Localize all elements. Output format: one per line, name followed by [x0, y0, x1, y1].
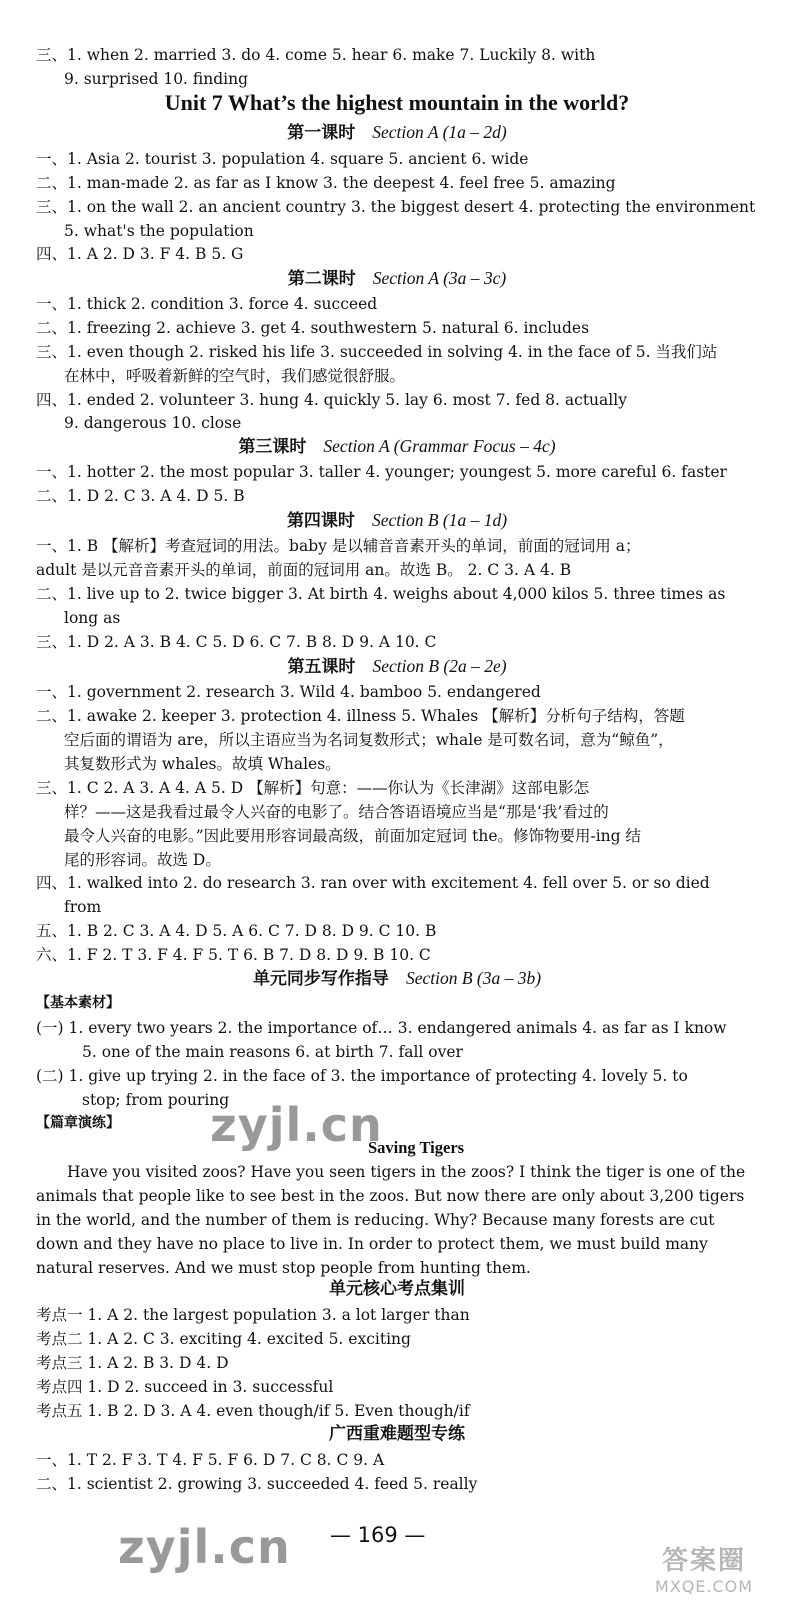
answer-line: 五、1. B 2. C 3. A 4. D 5. A 6. C 7. D 8. D 9. C 10. B	[36, 922, 437, 940]
answer-line: 二、1. man-made 2. as far as I know 3. the deepest 4. feel free 5. amazing	[36, 174, 616, 192]
answer-line: 考点三 1. A 2. B 3. D 4. D	[36, 1354, 229, 1372]
answer-line: 二、1. scientist 2. growing 3. succeeded 4. feed 5. really	[36, 1475, 478, 1493]
section-heading	[36, 508, 758, 533]
answer-line: 二、1. D 2. C 3. A 4. D 5. B	[36, 487, 245, 505]
essay-body: Have you visited zoos? Have you seen tigers in the zoos? I think the tiger is one of the animals that people like to see best in the zoos. But now there are only about 3,200 tigers in the world, and the number of them is reducing. Why? Because many forests are cut down and they have no place to live in. In order to protect them, we must build many natural reserves. And we must stop people from hunting them.	[36, 1163, 746, 1277]
unit-title: Unit 7 What’s the highest mountain in the world?	[164, 90, 630, 115]
section-heading-cn: 第二课时	[287, 269, 356, 289]
answer-line: 三、1. C 2. A 3. A 4. A 5. D 【解析】句意：——你认为《长津湖》这部电影怎	[36, 779, 590, 797]
section-heading-cn: 第三课时	[238, 437, 307, 457]
answer-line: 一、1. hotter 2. the most popular 3. taller 4. younger; youngest 5. more careful 6. faster	[36, 463, 727, 481]
answer-line: 一、1. B 【解析】考查冠词的用法。baby 是以辅音音素开头的单词，前面的冠词用 a；	[36, 537, 641, 555]
answer-line: 二、1. awake 2. keeper 3. protection 4. illness 5. Whales 【解析】分析句子结构，答题	[36, 707, 685, 725]
section-heading-range: Section A (1a – 2d)	[372, 122, 507, 142]
answer-line: (一) 1. every two years 2. the importance of… 3. endangered animals 4. as far as I know	[36, 1019, 727, 1037]
answer-line: 9. surprised 10. finding	[64, 70, 249, 88]
answer-line: from	[64, 898, 102, 916]
page-number: — 169 —	[330, 1523, 426, 1547]
answer-line: 三、1. even though 2. risked his life 3. succeeded in solving 4. in the face of 5. 当我们站	[36, 343, 718, 361]
answer-line: 一、1. T 2. F 3. T 4. F 5. F 6. D 7. C 8. C 9. A	[36, 1451, 385, 1469]
answer-line: 5. one of the main reasons 6. at birth 7. fall over	[82, 1043, 463, 1061]
answer-line: 三、1. when 2. married 3. do 4. come 5. hear 6. make 7. Luckily 8. with	[36, 46, 596, 64]
material-tag: 【篇章演练】	[36, 1115, 120, 1131]
answer-line: 其复数形式为 whales。故填 Whales。	[64, 755, 341, 773]
watermark-corner-en: MXQE.COM	[654, 1577, 754, 1596]
section-heading-cn: 第四课时	[286, 511, 355, 531]
essay-title: Saving Tigers	[367, 1138, 465, 1157]
section-heading	[36, 434, 758, 459]
answer-line: 一、1. thick 2. condition 3. force 4. succeed	[36, 295, 378, 313]
section-heading-cn: 广西重难题型专练	[329, 1424, 465, 1444]
section-heading-cn: 第五课时	[287, 657, 356, 677]
section-heading	[36, 266, 758, 291]
watermark-site: zyjl.cn	[210, 1098, 383, 1152]
answer-line: 六、1. F 2. T 3. F 4. F 5. T 6. B 7. D 8. D 9. B 10. C	[36, 946, 431, 964]
answer-line: (二) 1. give up trying 2. in the face of 3. the importance of protecting 4. lovely 5. to	[36, 1067, 688, 1085]
answer-line: 考点二 1. A 2. C 3. exciting 4. excited 5. exciting	[36, 1330, 411, 1348]
answer-line: 5. what's the population	[64, 222, 254, 240]
answer-line: 二、1. freezing 2. achieve 3. get 4. southwestern 5. natural 6. includes	[36, 319, 590, 337]
answer-line: long as	[64, 609, 121, 627]
section-heading	[36, 654, 758, 679]
section-heading-cn: 单元核心考点集训	[329, 1279, 465, 1299]
section-heading-cn: 第一课时	[287, 123, 356, 143]
answer-line: 空后面的谓语为 are，所以主语应当为名词复数形式；whale 是可数名词，意为“鲸鱼”，	[64, 731, 674, 749]
answer-line: 三、1. on the wall 2. an ancient country 3. the biggest desert 4. protecting the environment	[36, 198, 756, 216]
answer-line: 二、1. live up to 2. twice bigger 3. At birth 4. weighs about 4,000 kilos 5. three times as	[36, 585, 726, 603]
answer-line: 四、1. A 2. D 3. F 4. B 5. G	[36, 245, 244, 263]
answer-line: 9. dangerous 10. close	[64, 414, 242, 432]
answer-line: 考点一 1. A 2. the largest population 3. a lot larger than	[36, 1306, 470, 1324]
section-heading-cn: 单元同步写作指导	[252, 969, 389, 989]
answer-line: 考点四 1. D 2. succeed in 3. successful	[36, 1378, 334, 1396]
watermark-site: zyjl.cn	[118, 1520, 291, 1574]
answer-line: 最令人兴奋的电影。”因此要用形容词最高级，前面加定冠词 the。修饰物要用-ing 结	[64, 827, 642, 845]
answer-line: 一、1. government 2. research 3. Wild 4. bamboo 5. endangered	[36, 683, 541, 701]
answer-line: 尾的形容词。故选 D。	[64, 851, 221, 869]
section-heading-range: Section A (Grammar Focus – 4c)	[323, 436, 556, 456]
material-tag: 【基本素材】	[36, 995, 120, 1011]
answer-line: 一、1. Asia 2. tourist 3. population 4. square 5. ancient 6. wide	[36, 150, 529, 168]
answer-line: 在林中，呼吸着新鲜的空气时，我们感觉很舒服。	[64, 367, 406, 385]
answer-line: 四、1. ended 2. volunteer 3. hung 4. quickly 5. lay 6. most 7. fed 8. actually	[36, 391, 627, 409]
section-heading-range: Section A (3a – 3c)	[372, 268, 507, 288]
answer-line: 四、1. walked into 2. do research 3. ran over with excitement 4. fell over 5. or so died	[36, 874, 710, 892]
answer-line: adult 是以元音音素开头的单词，前面的冠词用 an。故选 B。 2. C 3. A 4. B	[36, 561, 572, 579]
section-heading	[36, 1422, 758, 1446]
section-heading	[36, 120, 758, 145]
answer-line: 三、1. D 2. A 3. B 4. C 5. D 6. C 7. B 8. D 9. A 10. C	[36, 633, 437, 651]
watermark-corner-cn: 答案圈	[661, 1546, 746, 1576]
section-heading-range: Section B (3a – 3b)	[405, 968, 542, 988]
section-heading	[36, 1277, 758, 1301]
section-heading-range: Section B (2a – 2e)	[372, 656, 507, 676]
answer-line: 样？——这是我看过最令人兴奋的电影了。结合答语语境应当是“那是‘我’看过的	[64, 803, 609, 821]
section-heading	[36, 966, 758, 991]
answer-line: 考点五 1. B 2. D 3. A 4. even though/if 5. Even though/if	[36, 1402, 470, 1420]
watermark-corner	[629, 1540, 779, 1596]
answer-line: stop; from pouring	[82, 1091, 230, 1109]
section-heading-range: Section B (1a – 1d)	[371, 510, 508, 530]
